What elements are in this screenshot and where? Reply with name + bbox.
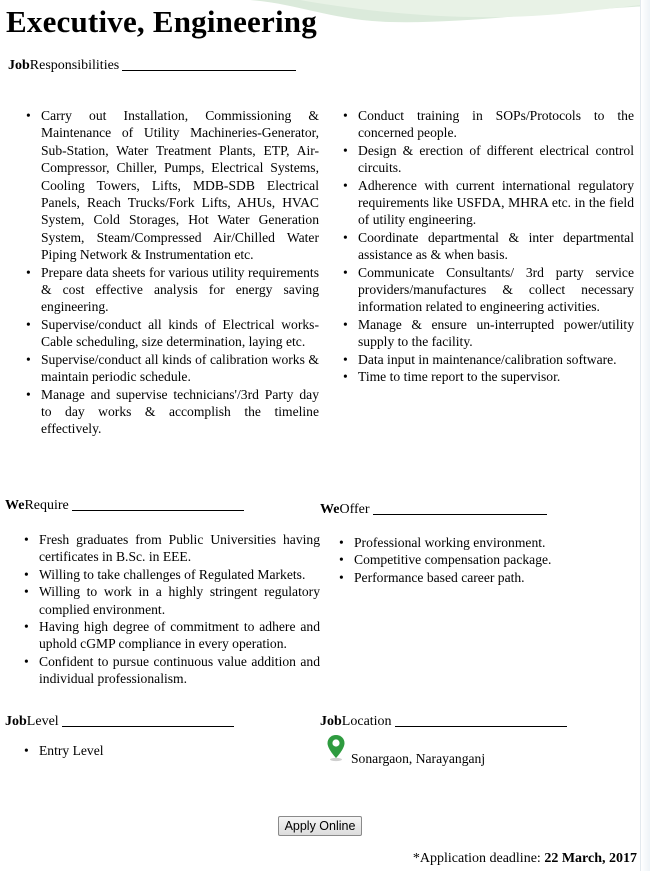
- offer-heading: [320, 502, 547, 518]
- list-item: • Communicate Consultants/ 3rd party service providers/manufactures & collect necessary information related to engineering activities.: [358, 264, 634, 316]
- deadline-label: *Application deadline:: [412, 851, 545, 866]
- page-right-border: [640, 0, 650, 871]
- require-list: [39, 531, 320, 688]
- list-item: • Carry out Installation, Commissioning & Maintenance of Utility Machineries-Generator, Sub-Station, Water Treatment Plants, ETP, Air-Compressor, Chiller, Pumps, Electrical Systems, Cooling Towers, Lifts, MDB-SDB Electrical Panels, Reach Trucks/Fork Lifts, AHUs, HVAC System, Cold Storages, Hot Water Generation System, Steam/Compressed Air/Chilled Water Piping Network & Instrumentation etc.: [41, 107, 319, 264]
- heading-rule: [72, 510, 244, 511]
- list-item: • Competitive compensation package.: [354, 551, 614, 568]
- level-heading: [5, 714, 234, 730]
- apply-online-button[interactable]: Apply Online: [278, 816, 362, 836]
- heading-rule: [373, 514, 547, 515]
- list-item: • Performance based career path.: [354, 569, 614, 586]
- job-title: Executive, Engineering: [6, 4, 317, 39]
- offer-heading-text: Offer: [339, 502, 370, 517]
- responsibilities-heading-text: Responsibilities: [29, 58, 120, 73]
- heading-rule: [62, 726, 234, 727]
- require-heading-text: Require: [24, 498, 69, 513]
- level-list: [39, 742, 239, 759]
- offer-heading-bold: We: [320, 502, 340, 517]
- list-item: • Having high degree of commitment to adhere and uphold cGMP compliance in every operation.: [39, 618, 320, 653]
- list-item: • Manage and supervise technicians'/3rd Party day to day works & accomplish the timeline effectively.: [41, 386, 319, 438]
- list-item: • Fresh graduates from Public Universities having certificates in B.Sc. in EEE.: [39, 531, 320, 566]
- heading-rule: [122, 70, 296, 71]
- responsibilities-heading: [8, 58, 296, 74]
- list-item: • Manage & ensure un-interrupted power/utility supply to the facility.: [358, 316, 634, 351]
- deadline-date: 22 March, 2017: [544, 851, 637, 866]
- location-text: Sonargaon, Narayanganj: [351, 751, 486, 766]
- require-heading-bold: We: [5, 498, 25, 513]
- offer-list: [354, 534, 614, 586]
- map-pin-icon: [326, 734, 346, 762]
- list-item: • Design & erection of different electrical control circuits.: [358, 142, 634, 177]
- heading-rule: [395, 726, 567, 727]
- list-item: • Entry Level: [39, 742, 239, 759]
- level-heading-text: Level: [26, 714, 59, 729]
- location-heading-bold: Job: [320, 714, 342, 729]
- list-item: • Willing to take challenges of Regulated Markets.: [39, 566, 320, 583]
- list-item: • Willing to work in a highly stringent regulatory complied environment.: [39, 583, 320, 618]
- list-item: • Adherence with current international regulatory requirements like USFDA, MHRA etc. in the field of utility engineering.: [358, 177, 634, 229]
- responsibilities-list-right: [358, 107, 634, 386]
- list-item: • Confident to pursue continuous value addition and individual professionalism.: [39, 653, 320, 688]
- responsibilities-list-left: [41, 107, 319, 438]
- list-item: • Prepare data sheets for various utility requirements & cost effective analysis for energy saving engineering.: [41, 264, 319, 316]
- level-heading-bold: Job: [5, 714, 27, 729]
- require-heading: [5, 498, 244, 514]
- location-heading: [320, 714, 567, 730]
- list-item: • Time to time report to the supervisor.: [358, 368, 634, 385]
- list-item: • Supervise/conduct all kinds of Electrical works-Cable scheduling, size determination, laying etc.: [41, 316, 319, 351]
- list-item: • Supervise/conduct all kinds of calibration works & maintain periodic schedule.: [41, 351, 319, 386]
- list-item: • Professional working environment.: [354, 534, 614, 551]
- list-item: • Coordinate departmental & inter departmental assistance as & when basis.: [358, 229, 634, 264]
- list-item: • Data input in maintenance/calibration software.: [358, 351, 634, 368]
- location-heading-text: Location: [341, 714, 392, 729]
- list-item: • Conduct training in SOPs/Protocols to the concerned people.: [358, 107, 634, 142]
- application-deadline: [413, 851, 637, 867]
- responsibilities-heading-bold: Job: [8, 58, 30, 73]
